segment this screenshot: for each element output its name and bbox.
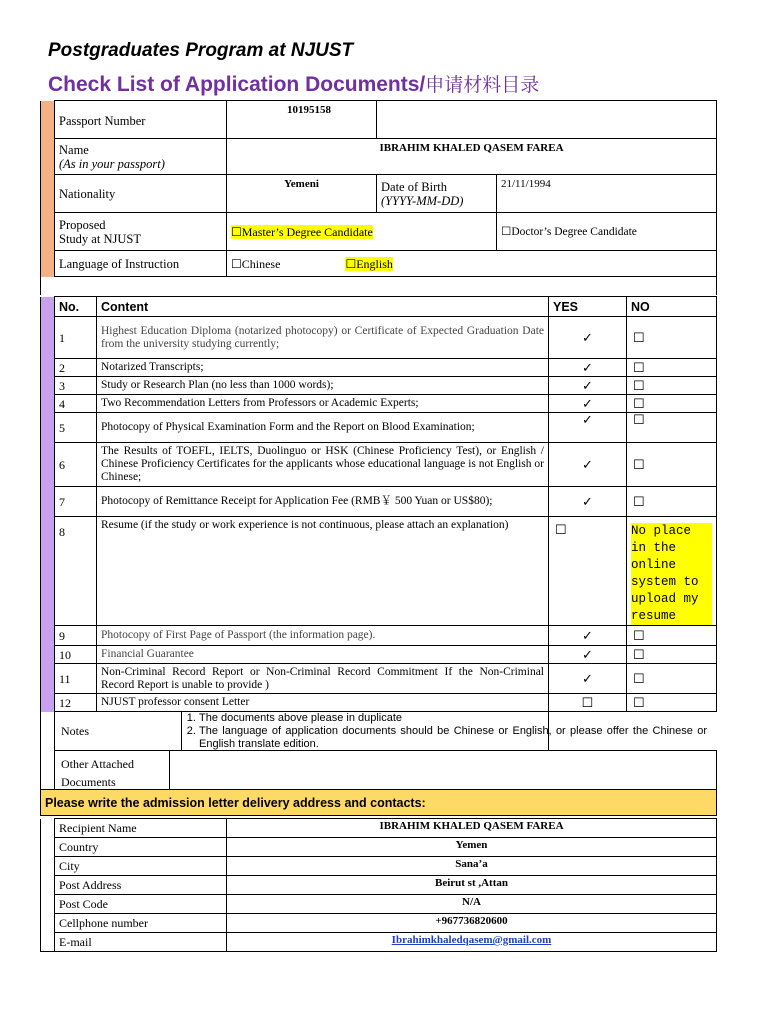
proposed-label-cell	[55, 213, 227, 251]
addr-label: Post Address	[55, 876, 227, 895]
other-docs-cell	[55, 751, 717, 790]
addr-value[interactable]: IBRAHIM KHALED QASEM FAREA	[227, 819, 717, 838]
yes-checkbox[interactable]: ☐	[549, 517, 627, 626]
table-row	[41, 895, 717, 914]
other-docs-label-2: Documents	[61, 775, 116, 789]
yes-mark[interactable]: ✓	[549, 443, 627, 487]
yes-mark[interactable]: ✓	[549, 377, 627, 395]
no-checkbox[interactable]: ☐	[627, 413, 717, 443]
item-number: 5	[55, 413, 97, 443]
addr-stripe	[41, 857, 55, 876]
item-content: Photocopy of Remittance Receipt for Application Fee (RMB￥ 500 Yuan or US$80);	[97, 487, 549, 517]
col-header-no: No.	[55, 297, 97, 317]
item-content: Highest Education Diploma (notarized photocopy) or Certificate of Expected Graduation Date from the university studying currently;	[97, 317, 549, 359]
yes-mark[interactable]: ✓	[549, 646, 627, 664]
check-stripe-blank	[41, 751, 55, 790]
item-number: 12	[55, 694, 97, 712]
yes-mark[interactable]: ✓	[549, 664, 627, 694]
item-content: NJUST professor consent Letter	[97, 694, 549, 712]
item-content: Financial Guarantee	[97, 646, 549, 664]
yes-mark[interactable]: ✓	[549, 359, 627, 377]
check-stripe	[41, 377, 55, 395]
addr-value[interactable]: Beirut st ,Attan	[227, 876, 717, 895]
table-row	[41, 857, 717, 876]
addr-value[interactable]: Yemen	[227, 838, 717, 857]
nationality-value[interactable]: Yemeni	[227, 175, 377, 213]
no-checkbox[interactable]: ☐	[627, 395, 717, 413]
item-content: Photocopy of First Page of Passport (the information page).	[97, 626, 549, 646]
yes-mark[interactable]: ✓	[549, 626, 627, 646]
addr-value[interactable]: Sana’a	[227, 857, 717, 876]
addr-label: Recipient Name	[55, 819, 227, 838]
addr-label: Country	[55, 838, 227, 857]
no-checkbox[interactable]: ☐	[627, 359, 717, 377]
check-stripe	[41, 694, 55, 712]
name-value[interactable]: IBRAHIM KHALED QASEM FAREA	[227, 139, 717, 175]
no-checkbox[interactable]: ☐	[627, 694, 717, 712]
col-header-content: Content	[97, 297, 549, 317]
item-number: 2	[55, 359, 97, 377]
other-docs-field[interactable]	[170, 751, 716, 789]
addr-label: City	[55, 857, 227, 876]
check-stripe	[41, 413, 55, 443]
email-link[interactable]: Ibrahimkhaledqasem@gmail.com	[391, 934, 552, 946]
addr-label: E-mail	[55, 933, 227, 952]
language-label: Language of Instruction	[55, 251, 227, 277]
table-row	[41, 694, 717, 712]
language-options-cell	[227, 251, 717, 277]
col-header-no-mark: NO	[627, 297, 717, 317]
addr-stripe	[41, 819, 55, 838]
no-checkbox[interactable]: ☐	[627, 487, 717, 517]
no-checkbox[interactable]: ☐	[627, 626, 717, 646]
notes-label: Notes	[55, 712, 182, 750]
note-item: 2. The language of application documents should be Chinese or English, or please offer the Chinese or English translate edition.	[199, 725, 707, 751]
yes-mark[interactable]: ✓	[549, 487, 627, 517]
no-remark: No place in the online system to upload my resume	[631, 523, 712, 625]
item-content: Study or Research Plan (no less than 1000 words);	[97, 377, 549, 395]
other-docs-label	[55, 751, 170, 789]
table-row	[41, 395, 717, 413]
table-row	[41, 413, 717, 443]
proposed-label-2: Study at NJUST	[59, 231, 141, 246]
item-content: Two Recommendation Letters from Professors or Academic Experts;	[97, 395, 549, 413]
check-stripe	[41, 517, 55, 626]
item-number: 6	[55, 443, 97, 487]
table-row	[41, 443, 717, 487]
no-checkbox[interactable]: ☐	[627, 377, 717, 395]
addr-stripe	[41, 838, 55, 857]
english-option[interactable]: ☐English	[345, 256, 393, 271]
applicant-info-table	[40, 100, 717, 295]
chinese-option[interactable]: ☐Chinese	[231, 256, 281, 271]
addr-value[interactable]: N/A	[227, 895, 717, 914]
table-row	[41, 317, 717, 359]
table-row	[41, 664, 717, 694]
addr-stripe	[41, 895, 55, 914]
table-row	[41, 838, 717, 857]
masters-option[interactable]: ☐Master’s Degree Candidate	[231, 224, 373, 239]
item-content: Non-Criminal Record Report or Non-Criminal Record Commitment If the Non-Criminal Record Report is unable to provide )	[97, 664, 549, 694]
addr-label: Post Code	[55, 895, 227, 914]
table-row	[41, 359, 717, 377]
name-label-cell	[55, 139, 227, 175]
item-number: 7	[55, 487, 97, 517]
doctors-option-label: Doctor’s Degree Candidate	[511, 225, 637, 238]
table-row	[41, 646, 717, 664]
other-docs-label-1: Other Attached	[61, 757, 134, 771]
addr-label: Cellphone number	[55, 914, 227, 933]
info-stripe	[41, 139, 55, 175]
check-stripe	[41, 646, 55, 664]
yes-mark[interactable]: ✓	[549, 413, 627, 443]
yes-mark[interactable]: ✓	[549, 317, 627, 359]
info-stripe	[41, 175, 55, 213]
col-header-yes: YES	[549, 297, 627, 317]
table-row	[41, 626, 717, 646]
name-label: Name	[59, 142, 89, 157]
doctors-option[interactable]: ☐Doctor’s Degree Candidate	[497, 213, 717, 251]
checklist-title	[48, 70, 539, 97]
passport-label: Passport Number	[55, 101, 227, 139]
nationality-label: Nationality	[55, 175, 227, 213]
masters-option-cell	[227, 213, 497, 251]
yes-checkbox[interactable]: ☐	[549, 694, 627, 712]
dob-label-cell	[377, 175, 497, 213]
check-stripe	[41, 664, 55, 694]
item-number: 11	[55, 664, 97, 694]
passport-value[interactable]: 10195158	[227, 101, 377, 139]
check-stripe	[41, 297, 55, 317]
table-row	[41, 517, 717, 626]
dob-label: Date of Birth	[381, 179, 447, 194]
check-stripe	[41, 487, 55, 517]
english-option-label: English	[356, 256, 393, 271]
addr-stripe	[41, 914, 55, 933]
item-number: 3	[55, 377, 97, 395]
item-number: 9	[55, 626, 97, 646]
table-row	[41, 933, 717, 952]
addr-value-cell	[227, 933, 717, 952]
no-checkbox[interactable]: ☐	[627, 443, 717, 487]
item-number: 10	[55, 646, 97, 664]
name-note: (As in your passport)	[59, 156, 165, 171]
item-number: 8	[55, 517, 97, 626]
item-content: Photocopy of Physical Examination Form and the Report on Blood Examination;	[97, 413, 549, 443]
info-stripe	[41, 101, 55, 139]
address-banner: Please write the admission letter delivery address and contacts:	[41, 790, 717, 816]
proposed-label: Proposed	[59, 217, 106, 232]
no-checkbox[interactable]: ☐	[627, 664, 717, 694]
table-row	[41, 819, 717, 838]
passport-empty-cell	[377, 101, 717, 139]
no-checkbox[interactable]: ☐	[627, 317, 717, 359]
info-stripe	[41, 213, 55, 251]
check-stripe	[41, 317, 55, 359]
no-remark-cell	[627, 517, 717, 626]
masters-option-label: Master’s Degree Candidate	[241, 224, 373, 239]
checklist-title-cn: 申请材料目录	[425, 74, 540, 96]
addr-value[interactable]: +967736820600	[227, 914, 717, 933]
note-item: 1. The documents above please in duplicate	[199, 712, 707, 725]
info-spacer	[41, 277, 717, 295]
checklist-title-en: Check List of Application Documents/	[48, 73, 426, 96]
table-row	[41, 487, 717, 517]
item-number: 1	[55, 317, 97, 359]
dob-format: (YYYY-MM-DD)	[381, 193, 464, 208]
item-content: Notarized Transcripts;	[97, 359, 549, 377]
address-table	[40, 818, 717, 952]
item-content: The Results of TOEFL, IELTS, Duolinguo or HSK (Chinese Proficiency Test), or English / Chinese Proficiency Certificates for the applicants whose educational language is not English or Chinese;	[97, 443, 549, 487]
table-row	[41, 914, 717, 933]
table-row	[41, 377, 717, 395]
check-stripe	[41, 395, 55, 413]
check-stripe	[41, 626, 55, 646]
info-stripe	[41, 251, 55, 277]
chinese-option-label: Chinese	[241, 256, 281, 271]
notes-list	[177, 712, 707, 751]
addr-stripe	[41, 876, 55, 895]
dob-value[interactable]: 21/11/1994	[497, 175, 717, 213]
no-checkbox[interactable]: ☐	[627, 646, 717, 664]
yes-mark[interactable]: ✓	[549, 395, 627, 413]
check-stripe	[41, 359, 55, 377]
item-content: Resume (if the study or work experience is not continuous, please attach an explanation)	[97, 517, 549, 626]
check-stripe-blank	[41, 712, 55, 751]
check-stripe	[41, 443, 55, 487]
table-row	[41, 876, 717, 895]
item-number: 4	[55, 395, 97, 413]
program-title: Postgraduates Program at NJUST	[48, 40, 354, 61]
addr-stripe	[41, 933, 55, 952]
